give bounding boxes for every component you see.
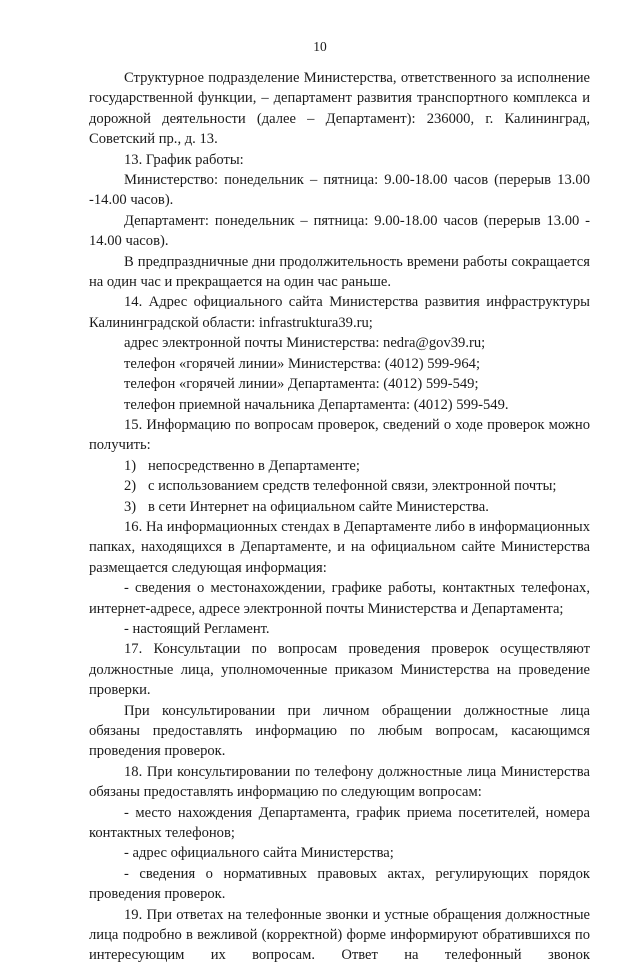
paragraph-website-address: 14. Адрес официального сайта Министерства развития инфраструктуры Калининградской области: infrastruktura39.ru; [89, 294, 590, 331]
list-item-text: с использованием средств телефонной связи, электронной почты; [148, 478, 557, 495]
list-item-number: 1) [124, 457, 137, 474]
document-body [89, 68, 590, 966]
paragraph-ministry-hotline: телефон «горячей линии» Министерства: (4012) 599-964; [124, 355, 480, 372]
paragraph-inspection-info: 15. Информацию по вопросам проверок, сведений о ходе проверок можно получить: [89, 416, 590, 454]
paragraph-consultations: 17. Консультации по вопросам проведения проверок осуществляют должностные лица, уполномоченные приказом Министерства на проведение проверки. [89, 641, 590, 699]
list-item [89, 456, 590, 476]
paragraph-pre-holiday-hours: В предпраздничные дни продолжительность времени работы сокращается на один час и прекращается на один час раньше. [89, 253, 590, 291]
paragraph-personal-consulting: При консультировании при личном обращении должностные лица обязаны предоставлять информацию по любым вопросам, касающимся проведения проверок. [89, 702, 590, 760]
paragraph-ministry-hours: Министерство: понедельник – пятница: 9.00-18.00 часов (перерыв 13.00 -14.00 часов). [89, 172, 590, 209]
list-item [89, 497, 590, 517]
paragraph-structural-unit: Структурное подразделение Министерства, ответственного за исполнение государственной функции, – департамент развития транспортного комплекса и дорожной деятельности (далее – Департамент): 236000, г. Калининград, Советский пр., д. 13. [89, 70, 590, 148]
paragraph-work-schedule-heading: 13. График работы: [124, 151, 244, 168]
paragraph-phone-consulting: 18. При консультировании по телефону должностные лица Министерства обязаны предоставлять информацию по следующим вопросам: [89, 763, 590, 801]
paragraph-department-hotline: телефон «горячей линии» Департамента: (4012) 599-549; [124, 376, 479, 393]
paragraph-department-location: - место нахождения Департамента, график приема посетителей, номера контактных телефонов; [89, 804, 590, 842]
paragraph-department-hours: Департамент: понедельник – пятница: 9.00-18.00 часов (перерыв 13.00 - 14.00 часов). [89, 212, 590, 250]
list-item-text: в сети Интернет на официальном сайте Министерства. [148, 498, 489, 515]
paragraph-reception-phone: телефон приемной начальника Департамента: (4012) 599-549. [124, 396, 509, 413]
paragraph-info-stands: 16. На информационных стендах в Департаменте либо в информационных папках, находящихся в Департаменте, и на официальном сайте Министерства размещается следующая информация: [89, 518, 590, 576]
list-item [89, 476, 590, 496]
list-item-number: 3) [124, 498, 137, 515]
paragraph-phone-answers: 19. При ответах на телефонные звонки и устные обращения должностные лица подробно в вежливой (корректной) форме информируют обратившихся по интересующим их вопросам. Ответ на телефонный звонок [89, 906, 590, 964]
page-number: 10 [313, 39, 327, 54]
paragraph-regulation: - настоящий Регламент. [124, 620, 270, 637]
list-item-text: непосредственно в Департаменте; [148, 457, 360, 474]
paragraph-website: - адрес официального сайта Министерства; [124, 845, 394, 862]
list-item-number: 2) [124, 478, 137, 495]
paragraph-legal-acts: - сведения о нормативных правовых актах, регулирующих порядок проведения проверок. [89, 865, 590, 903]
paragraph-location-info: - сведения о местонахождении, графике работы, контактных телефонах, интернет-адресе, адресе электронной почты Министерства и Департамента; [89, 580, 590, 617]
paragraph-email-address: адрес электронной почты Министерства: nedra@gov39.ru; [124, 335, 486, 352]
